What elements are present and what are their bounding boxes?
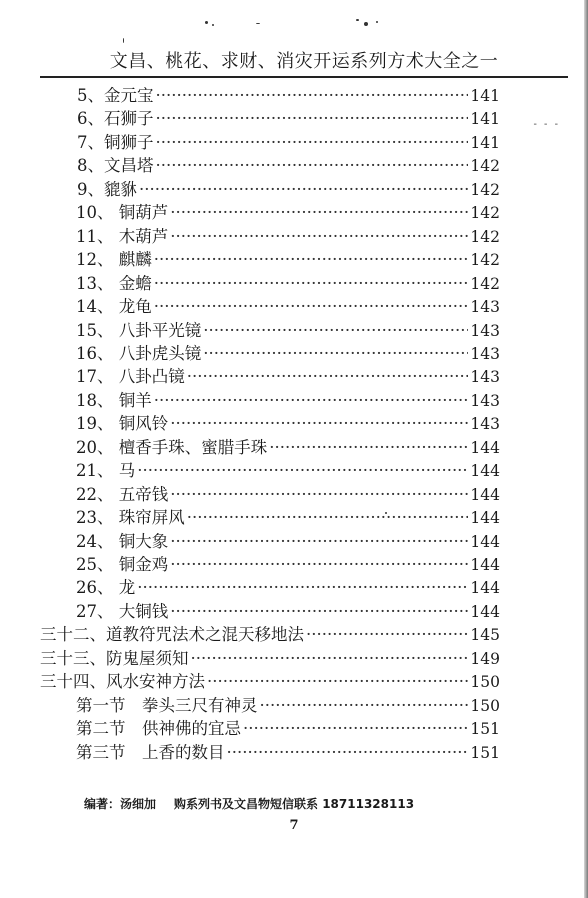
toc-entry-label: 5、金元宝	[77, 86, 154, 105]
toc-dot-leader	[170, 600, 468, 624]
toc-entry-page: 145	[470, 626, 500, 645]
toc-entry-label: 13、 金蟾	[76, 273, 152, 293]
toc-dot-leader	[154, 248, 469, 272]
toc-entry-page: 143	[470, 298, 500, 317]
toc-dot-leader	[156, 131, 469, 155]
toc-entry-page: 144	[470, 485, 500, 504]
toc-dot-leader	[137, 576, 468, 600]
scan-speck	[123, 38, 124, 43]
toc-dot-leader	[137, 459, 468, 483]
toc-entry-page: 144	[470, 438, 500, 457]
toc-entry-label: 10、 铜葫芦	[76, 203, 169, 223]
toc-entry-page: 144	[470, 602, 500, 621]
toc-entry-label: 17、 八卦凸镜	[76, 367, 185, 387]
toc-entry	[76, 717, 500, 741]
toc-entry-label: 7、铜狮子	[77, 132, 154, 152]
scan-speck	[364, 22, 368, 26]
toc-dot-leader	[187, 506, 469, 530]
toc-entry-page: 142	[470, 180, 500, 199]
toc-entry-page: 144	[470, 462, 500, 481]
toc-dot-leader	[170, 201, 468, 225]
toc-entry-page: 143	[470, 415, 500, 434]
toc-dot-leader	[139, 178, 468, 202]
toc-entry	[77, 131, 500, 155]
toc-dot-leader	[170, 412, 468, 436]
scan-speck	[212, 24, 214, 26]
toc-entry-label: 第一节 拳头三尺有神灵	[76, 695, 258, 715]
toc-dot-leader	[154, 389, 469, 413]
toc-dot-leader	[187, 365, 469, 389]
toc-entry-label: 三十三、防鬼屋须知	[40, 648, 189, 668]
toc-entry-label: 21、 马	[76, 461, 136, 481]
toc-entry	[76, 201, 500, 225]
toc-dot-leader	[269, 436, 468, 460]
toc-entry-page: 144	[470, 579, 500, 598]
scan-speck	[376, 21, 378, 23]
toc-entry-page: 143	[470, 368, 500, 387]
toc-dot-leader	[191, 647, 469, 671]
toc-entry-page: 143	[470, 344, 500, 363]
toc-entry-page: 150	[470, 673, 500, 692]
toc-entry	[76, 248, 500, 272]
toc-entry-label: 11、 木葫芦	[76, 226, 169, 246]
toc-entry	[76, 225, 500, 249]
toc-entry	[76, 272, 500, 296]
toc-dot-leader	[156, 84, 469, 108]
toc-entry	[76, 694, 500, 718]
margin-dash-mark: - - -	[533, 119, 560, 130]
toc-entry-page: 143	[470, 391, 500, 410]
toc-entry-label: 15、 八卦平光镜	[76, 320, 202, 340]
toc-entry	[76, 506, 500, 530]
toc-entry	[40, 623, 500, 647]
toc-entry-label: 18、 铜羊	[76, 390, 152, 410]
toc-entry	[40, 670, 500, 694]
toc-entry-page: 144	[470, 556, 500, 574]
toc-dot-leader	[154, 295, 469, 319]
toc-entry-page: 142	[470, 251, 500, 270]
toc-entry-page: 142	[470, 204, 500, 223]
toc-entry-page: 151	[470, 720, 500, 739]
toc-entry	[40, 647, 500, 671]
toc-entry	[76, 600, 500, 624]
toc-dot-leader	[170, 225, 468, 249]
toc-entry	[76, 459, 500, 483]
toc-dot-leader	[154, 272, 469, 296]
toc-entry-label: 22、 五帝钱	[76, 484, 169, 504]
toc-dot-leader	[170, 553, 468, 577]
toc-entry-page: 149	[470, 649, 500, 668]
toc-entry-label: 第二节 供神佛的宜忌	[76, 719, 241, 739]
toc-dot-leader	[170, 530, 468, 554]
toc-entry-label: 26、 龙	[76, 578, 136, 598]
toc-dot-leader	[306, 623, 468, 647]
toc-entry	[77, 107, 500, 131]
footer-contact: 购系列书及文昌物短信联系 18711328113	[174, 797, 415, 811]
toc-entry-label: 19、 铜风铃	[76, 414, 169, 434]
page-number: 7	[289, 818, 299, 833]
toc-entry-label: 第三节 上香的数目	[76, 742, 225, 762]
toc-entry-page: 142	[470, 227, 500, 246]
toc-entry-page: 141	[470, 110, 500, 129]
footer-author: 编著：汤细加	[84, 797, 157, 811]
toc-entry-label: 8、文昌塔	[77, 156, 154, 176]
toc-entry	[76, 319, 500, 343]
toc-entry	[76, 741, 500, 765]
toc-dot-leader	[260, 694, 469, 718]
toc-dot-leader	[207, 670, 468, 694]
toc-entry	[77, 84, 500, 108]
toc-entry	[76, 389, 500, 413]
toc-entry-page: 141	[470, 87, 500, 105]
scan-edge-shadow	[584, 0, 588, 898]
toc-entry-label: 23、 珠帘屏风	[76, 508, 185, 528]
toc-entry	[76, 553, 500, 577]
toc-entry	[76, 530, 500, 554]
toc-entry-label: 9、貔貅	[77, 179, 137, 199]
toc-entry	[76, 436, 500, 460]
toc-entry-page: 151	[470, 743, 500, 762]
toc-entry	[76, 365, 500, 389]
page-header-title: 文昌、桃花、求财、消灾开运系列方术大全之一	[40, 47, 568, 78]
toc-entry-page: 142	[470, 274, 500, 293]
toc-dot-leader	[156, 107, 469, 131]
toc-entry	[77, 154, 500, 178]
toc-dot-leader	[156, 154, 469, 178]
toc-dot-leader	[227, 741, 469, 765]
toc-entry	[77, 178, 500, 202]
toc-entry-label: 16、 八卦虎头镜	[76, 343, 202, 363]
toc-entry-page: 144	[470, 532, 500, 551]
toc-entry-page: 150	[470, 696, 500, 715]
toc-entry-page: 141	[470, 133, 500, 152]
toc-entry-label: 20、 檀香手珠、蜜腊手珠	[76, 437, 268, 457]
toc-entry-page: 143	[470, 321, 500, 340]
scan-speck	[356, 19, 359, 21]
toc-entry-label: 24、 铜大象	[76, 531, 169, 551]
toc-entry-label: 12、 麒麟	[76, 250, 152, 270]
toc-entry-page: 142	[470, 157, 500, 176]
toc-entry-label: 25、 铜金鸡	[76, 555, 169, 574]
toc-entry-label: 三十四、风水安神方法	[40, 672, 205, 692]
toc-dot-leader	[203, 319, 468, 343]
toc-entry-label: 14、 龙龟	[76, 297, 152, 317]
toc-entry-label: 6、石狮子	[77, 109, 154, 129]
scan-speck	[256, 23, 260, 24]
toc-entry-label: 27、 大铜钱	[76, 601, 169, 621]
footer-credits	[84, 795, 414, 812]
toc-entry	[76, 483, 500, 507]
toc-entry-page: 144	[470, 509, 500, 528]
toc-dot-leader	[203, 342, 468, 366]
toc-entry	[76, 412, 500, 436]
toc-entry-label: 三十二、道教符咒法术之混天移地法	[40, 625, 304, 645]
toc-entry	[76, 295, 500, 319]
toc-entry	[76, 342, 500, 366]
scan-speck	[205, 21, 208, 24]
toc-dot-leader	[170, 483, 468, 507]
toc-entry	[76, 576, 500, 600]
toc-dot-leader	[243, 717, 468, 741]
